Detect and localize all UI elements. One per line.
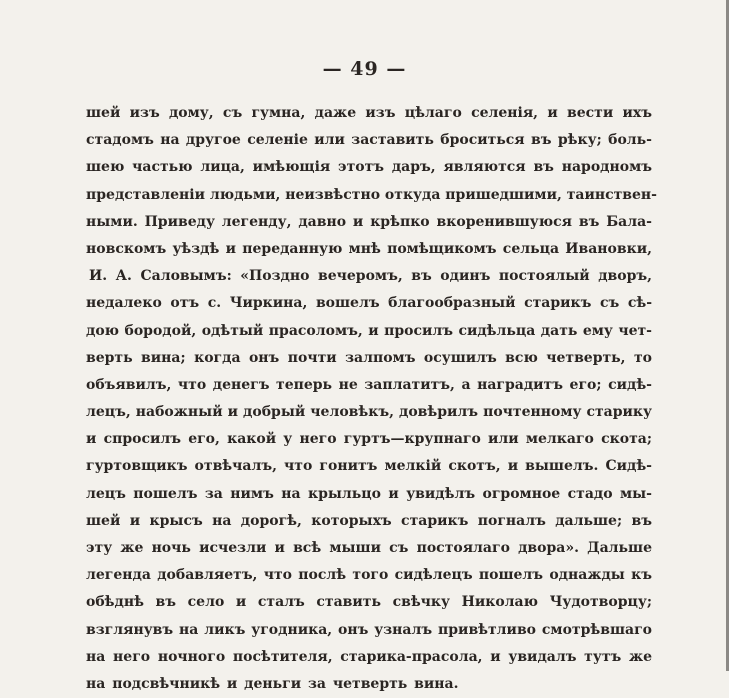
text-line: шею частью лица, имѣющія этотъ даръ, являются въ народномъ xyxy=(86,159,652,176)
text-line: обѣднѣ въ село и сталъ ставить свѣчку Николаю Чудотворцу; xyxy=(86,594,652,611)
text-line: шей изъ дому, съ гумна, даже изъ цѣлаго селенія, и вести ихъ xyxy=(86,105,652,121)
text-line: ными. Приведу легенду, давно и крѣпко вкоренившуюся въ Бала- xyxy=(86,213,652,230)
text-line: И. А. Саловымъ: «Поздно вечеромъ, въ одинъ постоялый дворъ, xyxy=(89,268,652,285)
page-number: — 49 — xyxy=(322,58,407,80)
text-line: гуртовщикъ отвѣчалъ, что гонитъ мелкій скотъ, и вышелъ. Сидѣ- xyxy=(86,458,652,475)
text-line: объявилъ, что денегъ теперь не заплатитъ, а наградитъ его; сидѣ- xyxy=(86,376,652,393)
text-line: новскомъ уѣздѣ и переданную мнѣ помѣщикомъ сельца Ивановки, xyxy=(86,240,652,257)
text-line: эту же ночь исчезли и всѣ мыши съ постоялаго двора». Дальше xyxy=(86,540,652,556)
text-line: взглянувъ на ликъ угодника, онъ узналъ привѣтливо смотрѣвшаго xyxy=(86,621,652,638)
text-line: шей и крысъ на дорогѣ, которыхъ старикъ погналъ дальше; въ xyxy=(86,512,652,529)
body-text xyxy=(86,100,657,698)
text-line: на подсвѣчникѣ и деньги за четверть вина. xyxy=(86,675,459,692)
text-line: недалеко отъ с. Чиркина, вошелъ благообразный старикъ съ сѣ- xyxy=(86,295,652,312)
text-line: на него ночного посѣтителя, старика-прасола, и увидалъ тутъ же xyxy=(86,648,652,665)
text-line: стадомъ на другое селеніе или заставить броситься въ рѣку; боль- xyxy=(86,132,652,149)
text-line: лецъ, набожный и добрый человѣкъ, довѣрилъ почтенному старику xyxy=(86,404,652,421)
text-line: легенда добавляетъ, что послѣ того сидѣлецъ пошелъ однажды къ xyxy=(86,567,652,584)
text-line: представленіи людьми, неизвѣстно откуда пришедшими, таинствен- xyxy=(86,186,657,203)
text-line: дою бородой, одѣтый прасоломъ, и просилъ сидѣльца дать ему чет- xyxy=(86,322,652,339)
text-line: верть вина; когда онъ почти залпомъ осушилъ всю четверть, то xyxy=(86,349,652,366)
text-line: лецъ пошелъ за нимъ на крыльцо и увидѣлъ огромное стадо мы- xyxy=(86,485,652,502)
text-line: и спросилъ его, какой у него гуртъ—крупнаго или мелкаго скота; xyxy=(86,431,652,448)
